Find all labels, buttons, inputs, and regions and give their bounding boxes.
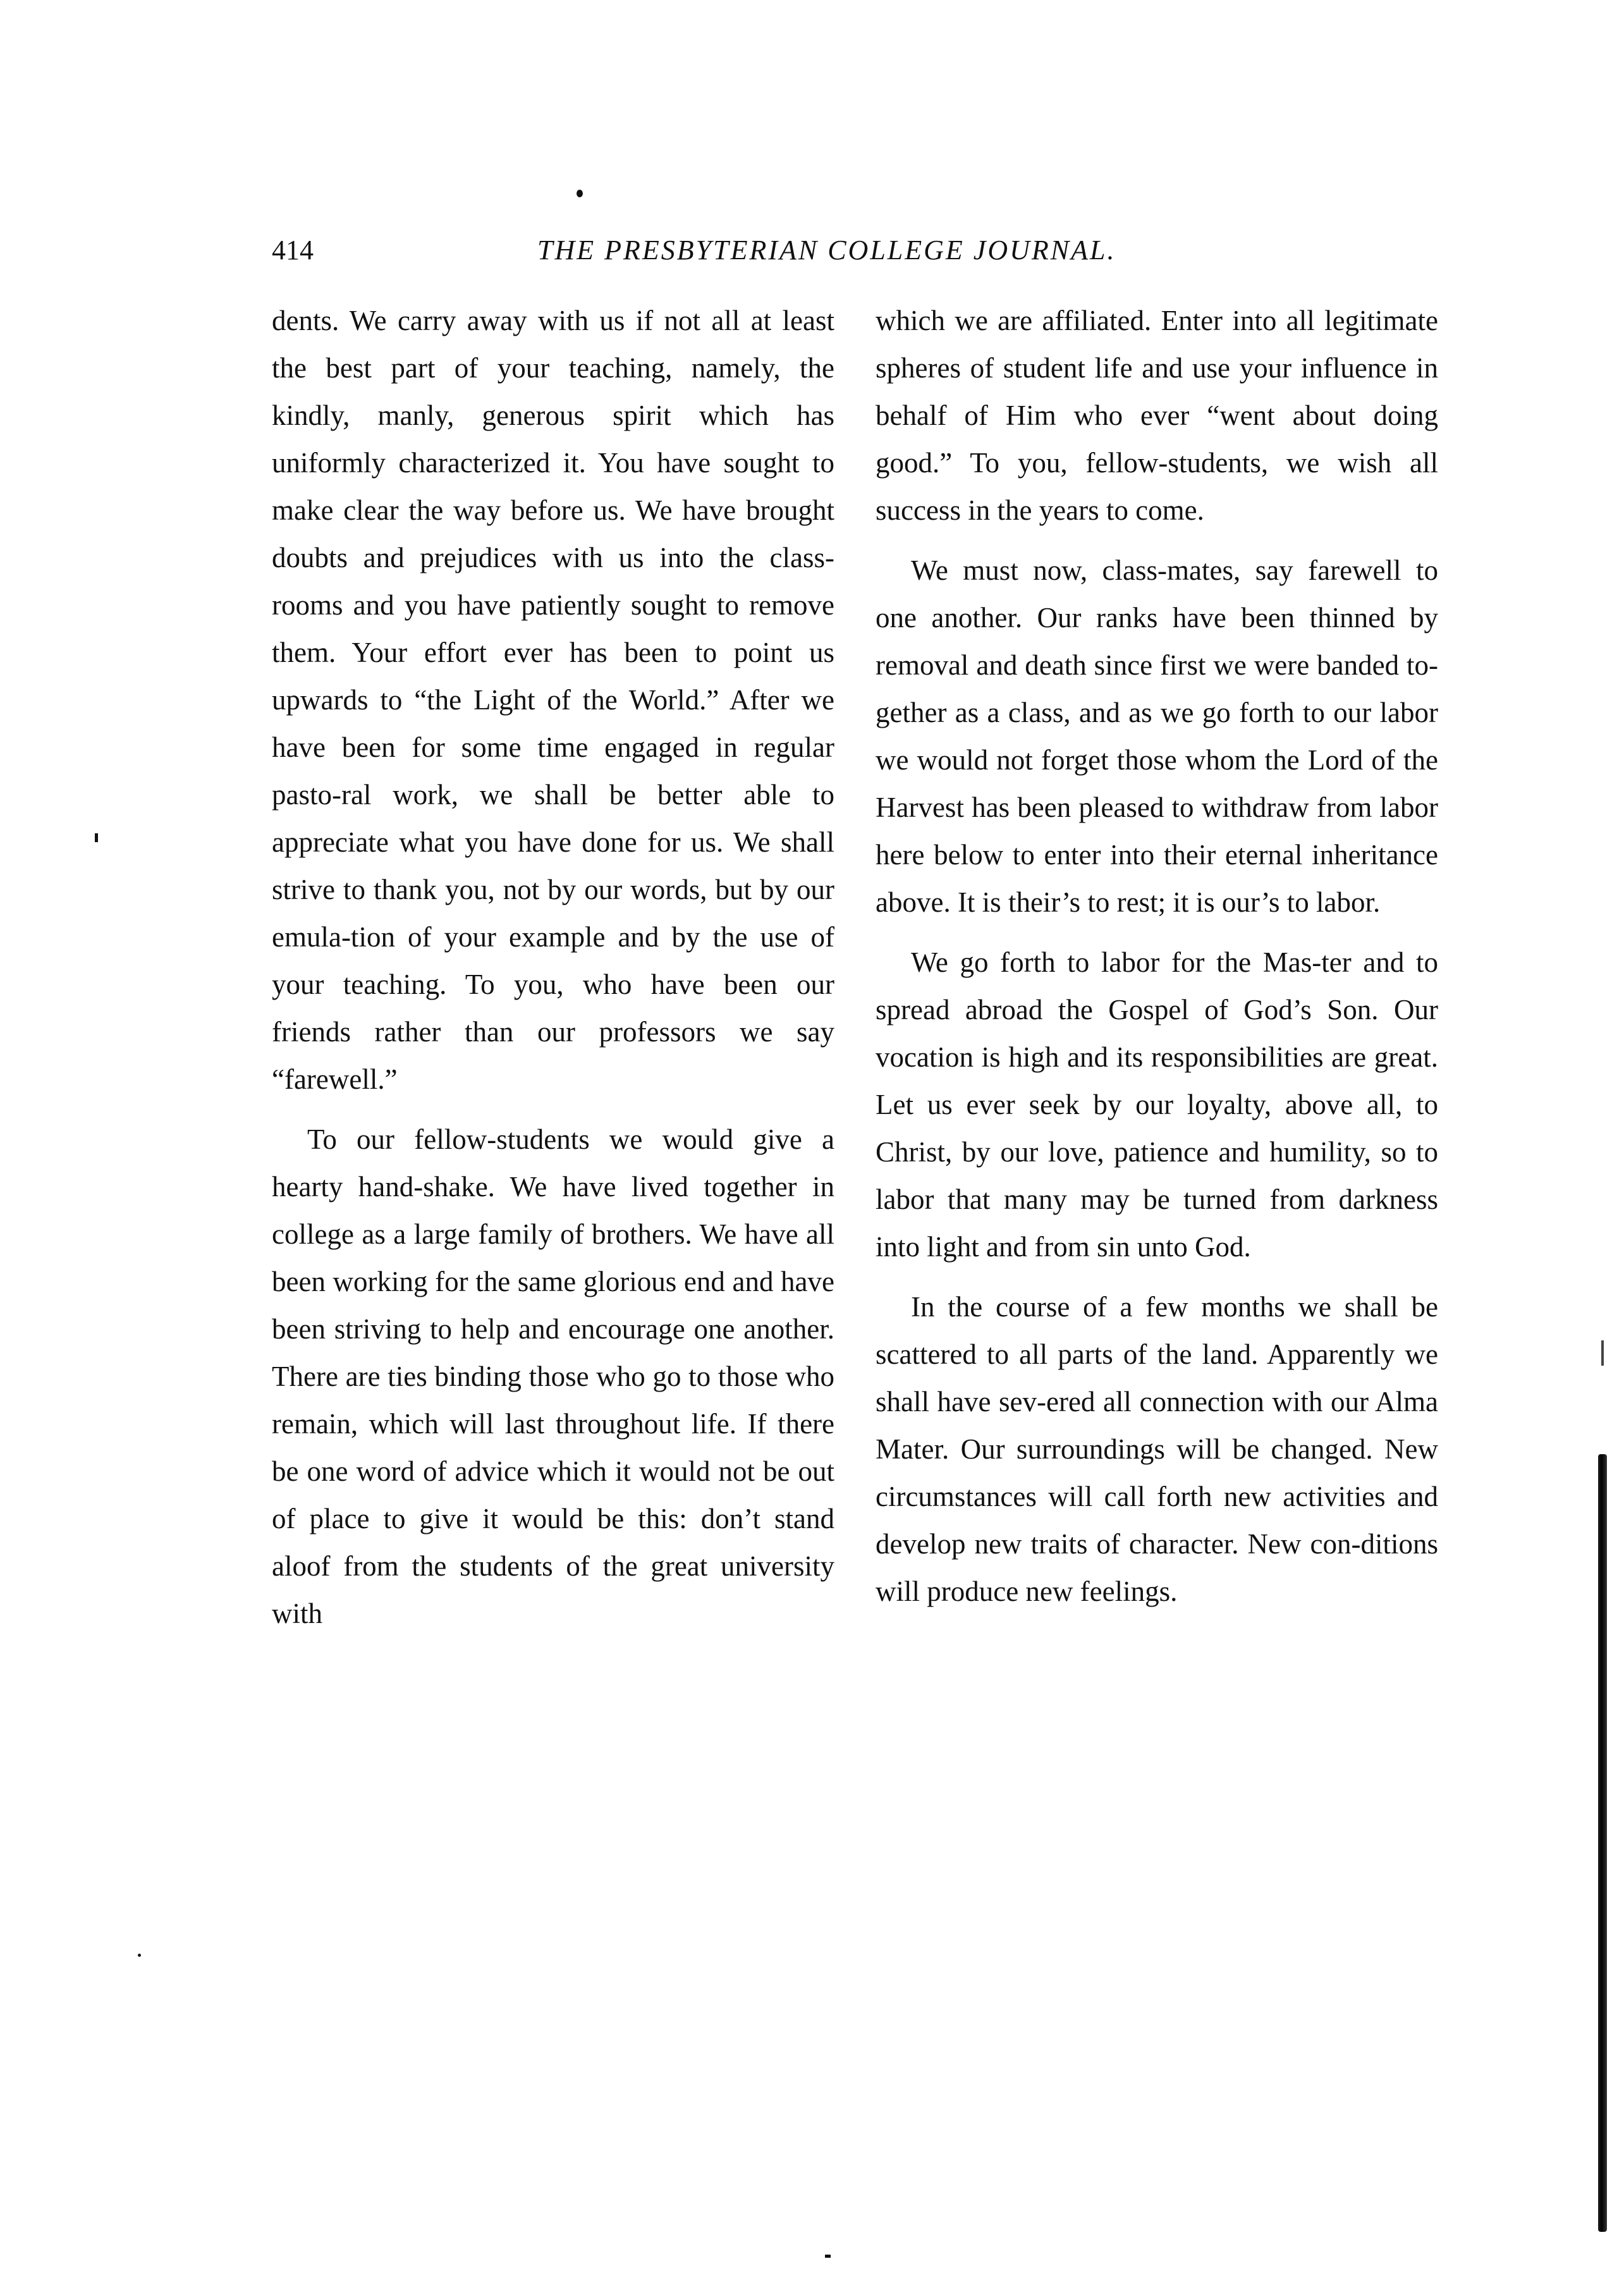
- right-column: [876, 297, 1438, 1628]
- paragraph: We must now, class-mates, say farewell to one another. Our ranks have been thinned by removal and death since first we were banded to-gether as a class, and as we go forth to our labor we would not forget those whom the Lord of the Harvest has been pleased to withdraw from labor here below to enter into their eternal inheritance above. It is their’s to rest; it is our’s to labor.: [876, 554, 1438, 918]
- scan-edge-shadow: [1598, 1454, 1607, 2232]
- paragraph: which we are affiliated. Enter into all legitimate spheres of student life and use your influence in behalf of Him who ever “went about doing good.” To you, fellow-students, we wish all success in the years to come.: [876, 305, 1438, 526]
- paragraph: To our fellow-students we would give a hearty hand-shake. We have lived together in college as a large family of brothers. We have all been working for the same glorious end and have been striving to help and encourage one another. There are ties binding those who go to those who remain, which will last throughout life. If there be one word of advice which it would not be out of place to give it would be this: don’t stand aloof from the students of the great university with: [272, 1124, 834, 1629]
- page-number: 414: [272, 235, 314, 266]
- scan-speck: [138, 1954, 141, 1957]
- scan-edge-mark: [1601, 1340, 1604, 1366]
- paragraph: We go forth to labor for the Mas-ter and to spread abroad the Gospel of God’s Son. Our vocation is high and its responsibilities are great. Let us ever seek by our loyalty, above all, to Christ, by our love, patience and humility, so to labor that many may be turned from darkness into light and from sin unto God.: [876, 946, 1438, 1263]
- scan-speck: [577, 190, 583, 197]
- running-head: THE PRESBYTERIAN COLLEGE JOURNAL.: [537, 235, 1116, 266]
- paragraph: In the course of a few months we shall be scattered to all parts of the land. Apparently we shall have sev-ered all connection with our Alma Mater. Our surroundings will be changed. New circumstances will call forth new activities and develop new traits of character. New con-ditions will produce new feelings.: [876, 1291, 1438, 1607]
- left-column: [272, 297, 834, 1650]
- scan-speck: [95, 833, 98, 842]
- scan-speck: [825, 2255, 831, 2258]
- paragraph: dents. We carry away with us if not all at least the best part of your teaching, namely, the kindly, manly, generous spirit which has uniformly characterized it. You have sought to make clear the way before us. We have brought doubts and prejudices with us into the class-rooms and you have patiently sought to remove them. Your effort ever has been to point us upwards to “the Light of the World.” After we have been for some time engaged in regular pasto-ral work, we shall be better able to appreciate what you have done for us. We shall strive to thank you, not by our words, but by our emula-tion of your example and by the use of your teaching. To you, who have been our friends rather than our professors we say “farewell.”: [272, 305, 834, 1095]
- page-header: [272, 234, 1460, 278]
